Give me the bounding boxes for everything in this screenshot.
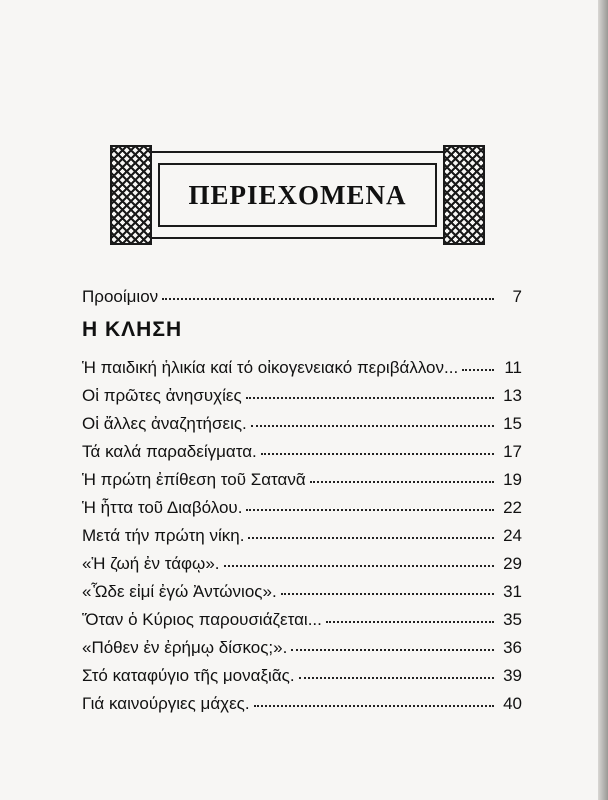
toc-entry-label: Ἡ ἧττα τοῦ Διαβόλου. (82, 498, 243, 517)
toc-page-number: 17 (503, 442, 522, 461)
toc-entry (82, 665, 522, 687)
toc-entry (82, 609, 522, 631)
right-ornament-icon (443, 145, 485, 245)
toc-entry (82, 385, 522, 407)
toc-page-number: 11 (504, 358, 522, 377)
dot-leader (261, 452, 494, 455)
dot-leader (246, 508, 494, 511)
toc-page-number: 36 (503, 638, 522, 657)
toc-page-number: 31 (503, 582, 522, 601)
toc-entry-label: Ἡ παιδική ἡλικία καί τό οἰκογενειακό περιβάλλον... (82, 358, 459, 377)
dot-leader (291, 648, 494, 651)
dot-leader (162, 297, 494, 300)
toc-page-number: 40 (503, 694, 522, 713)
toc-page-number: 15 (503, 414, 522, 433)
toc-entry (82, 693, 522, 715)
toc-entry (82, 497, 522, 519)
dot-leader (462, 368, 494, 371)
dot-leader (310, 480, 494, 483)
toc-entry-label: Ὅταν ὁ Κύριος παρουσιάζεται... (82, 610, 322, 629)
toc-entry-label: Στό καταφύγιο τῆς μοναξιᾶς. (82, 666, 295, 685)
toc-entry-preface (82, 286, 522, 308)
toc-entry-label: Τά καλά παραδείγματα. (82, 442, 257, 461)
toc-entry (82, 413, 522, 435)
page-edge-shadow (598, 0, 608, 800)
toc-entry (82, 441, 522, 463)
toc-entry-label: Οἱ ἄλλες ἀναζητήσεις. (82, 414, 247, 433)
toc-page-number: 35 (503, 610, 522, 629)
toc-entry (82, 469, 522, 491)
title-box (158, 163, 437, 227)
dot-leader (299, 676, 494, 679)
toc-page-number: 7 (512, 287, 522, 306)
toc-entry-label: Μετά τήν πρώτη νίκη. (82, 526, 245, 545)
toc-page-number: 13 (503, 386, 522, 405)
toc-entry (82, 581, 522, 603)
toc-entry-label: Γιά καινούργιες μάχες. (82, 694, 250, 713)
dot-leader (248, 536, 494, 539)
dot-leader (326, 620, 494, 623)
toc-page-number: 29 (503, 554, 522, 573)
dot-leader (246, 396, 494, 399)
toc-entry (82, 525, 522, 547)
section-heading: Η ΚΛΗΣΗ (82, 318, 183, 341)
toc-entry-label: Οἱ πρῶτες ἀνησυχίες (82, 386, 242, 405)
toc-entry-label: Ἡ πρώτη ἐπίθεση τοῦ Σατανᾶ (82, 470, 306, 489)
toc-entry (82, 357, 522, 379)
toc-entry-label: «Ὧδε εἰμί ἐγώ Ἀντώνιος». (82, 582, 277, 601)
toc-entry-label: Προοίμιον (82, 287, 159, 306)
title-frame (110, 145, 485, 245)
toc-page-number: 19 (503, 470, 522, 489)
toc-entry-label: «Πόθεν ἐν ἐρήμῳ δίσκος;». (82, 638, 288, 657)
toc-entry (82, 553, 522, 575)
page-title: ΠΕΡΙΕΧΟΜΕΝΑ (188, 179, 407, 210)
dot-leader (224, 564, 494, 567)
toc-entry-label: «Ἡ ζωή ἐν τάφῳ». (82, 554, 220, 573)
dot-leader (254, 704, 494, 707)
dot-leader (251, 424, 494, 427)
dot-leader (281, 592, 494, 595)
toc-page-number: 39 (503, 666, 522, 685)
toc-page-number: 24 (503, 526, 522, 545)
toc-page-number: 22 (503, 498, 522, 517)
toc-entry (82, 637, 522, 659)
left-ornament-icon (110, 145, 152, 245)
title-band (152, 151, 443, 239)
